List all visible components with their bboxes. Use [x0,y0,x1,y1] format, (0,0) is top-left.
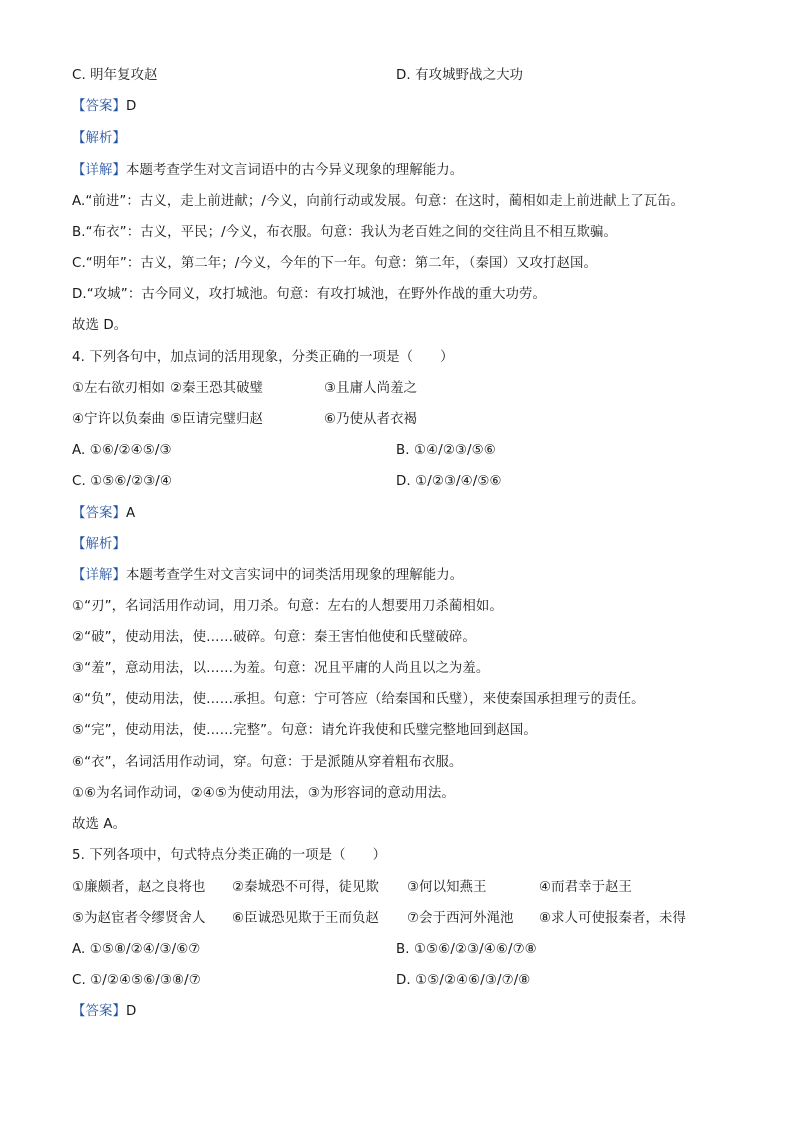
detail-line [72,162,762,180]
option-b: B. ①④/②③/⑤⑥ [396,443,496,458]
sentence: ①廉颇者，赵之良将也 [72,880,206,895]
question-5-sentences-row [72,879,762,897]
sentence: ④宁许以负秦曲 [72,412,166,427]
question-5-sentences-row [72,910,762,928]
explanation-line: D.“攻城”：古今同义，攻打城池。句意：有攻打城池，在野外作战的重大功劳。 [72,287,547,302]
option-a: A. ①⑥/②④⑤/③ [72,443,172,458]
answer-value: D [125,1004,137,1019]
option-row [72,941,762,959]
explanation-line: ③“羞”，意动用法，以……为羞。句意：况且平庸的人尚且以之为羞。 [72,661,490,676]
sentence: ②秦城恐不可得，徒见欺 [232,880,380,895]
sentence: ③且庸人尚羞之 [324,381,418,396]
option-row [72,473,762,491]
option-row [72,67,762,85]
detail-tag: 【详解】 [72,568,126,583]
sentence: ⑤臣请完璧归赵 [170,412,264,427]
option-row [72,442,762,460]
explanation-line: ④“负”，使动用法，使……承担。句意：宁可答应（给秦国和氏璧），来使秦国承担理亏的责任。 [72,692,645,707]
answer-value: D [125,99,137,114]
explanation-line: C.“明年”：古义，第二年；/今义，今年的下一年。句意：第二年，（秦国）又攻打赵国。 [72,256,597,271]
detail-text: 本题考查学生对文言词语中的古今异义现象的理解能力。 [125,163,464,178]
sentence: ⑧求人可使报秦者，未得 [539,911,687,926]
question-4-sentences-row [72,411,762,429]
sentence: ⑤为赵宦者令缪贤舍人 [72,911,206,926]
explanation-line: A.“前进”：古义，走上前进献；/今义，向前行动或发展。句意：在这时，蔺相如走上前进献上了瓦缶。 [72,194,685,209]
answer-tag: 【答案】 [72,506,126,521]
question-4-sentences-row [72,380,762,398]
conclusion-line: 故选 D。 [72,318,128,333]
sentence: ②秦王恐其破璧 [170,381,264,396]
option-c: C. ①⑤⑥/②③/④ [72,474,173,489]
explanation-line: ⑥“衣”，名词活用作动词，穿。句意：于是派随从穿着粗布衣服。 [72,755,463,770]
conclusion-line: 故选 A。 [72,817,127,832]
detail-tag: 【详解】 [72,163,126,178]
option-row [72,972,762,990]
answer-value: A [125,506,136,521]
option-b: B. ①⑤⑥/②③/④⑥/⑦⑧ [396,942,537,957]
answer-line [72,1003,762,1021]
option-c: C. 明年复攻赵 [72,68,158,83]
option-d: D. ①/②③/④/⑤⑥ [396,474,502,489]
answer-tag: 【答案】 [72,99,126,114]
answer-line [72,98,762,116]
option-c: C. ①/②④⑤⑥/③⑧/⑦ [72,973,201,988]
sentence: ④而君幸于赵王 [539,880,633,895]
explanation-line: ①⑥为名词作动词，②④⑤为使动用法，③为形容词的意动用法。 [72,786,455,801]
sentence: ①左右欲刃相如 [72,381,166,396]
answer-line [72,505,762,523]
detail-line [72,567,762,585]
sentence: ③何以知燕王 [407,880,487,895]
analysis-heading: 【解析】 [72,537,126,552]
option-d: D. 有攻城野战之大功 [396,68,524,83]
answer-tag: 【答案】 [72,1004,126,1019]
sentence: ⑥乃使从者衣褐 [324,412,418,427]
explanation-line: ①“刃”，名词活用作动词，用刀杀。句意：左右的人想要用刀杀蔺相如。 [72,599,503,614]
sentence: ⑥臣诚恐见欺于王而负赵 [232,911,380,926]
sentence: ⑦会于西河外渑池 [407,911,514,926]
analysis-heading: 【解析】 [72,131,126,146]
option-a: A. ①⑤⑧/②④/③/⑥⑦ [72,942,201,957]
detail-text: 本题考查学生对文言实词中的词类活用现象的理解能力。 [125,568,464,583]
option-d: D. ①⑤/②④⑥/③/⑦/⑧ [396,973,531,988]
question-5-stem: 5. 下列各项中，句式特点分类正确的一项是（ ） [72,848,387,863]
explanation-line: ⑤“完”，使动用法，使……完整”。句意：请允许我使和氏璧完整地回到赵国。 [72,723,537,738]
explanation-line: ②“破”，使动用法，使……破碎。句意：秦王害怕他使和氏璧破碎。 [72,630,476,645]
explanation-line: B.“布衣”：古义，平民；/今义，布衣服。句意：我认为老百姓之间的交往尚且不相互欺骗。 [72,225,617,240]
question-4-stem: 4. 下列各句中，加点词的活用现象，分类正确的一项是（ ） [72,350,454,365]
